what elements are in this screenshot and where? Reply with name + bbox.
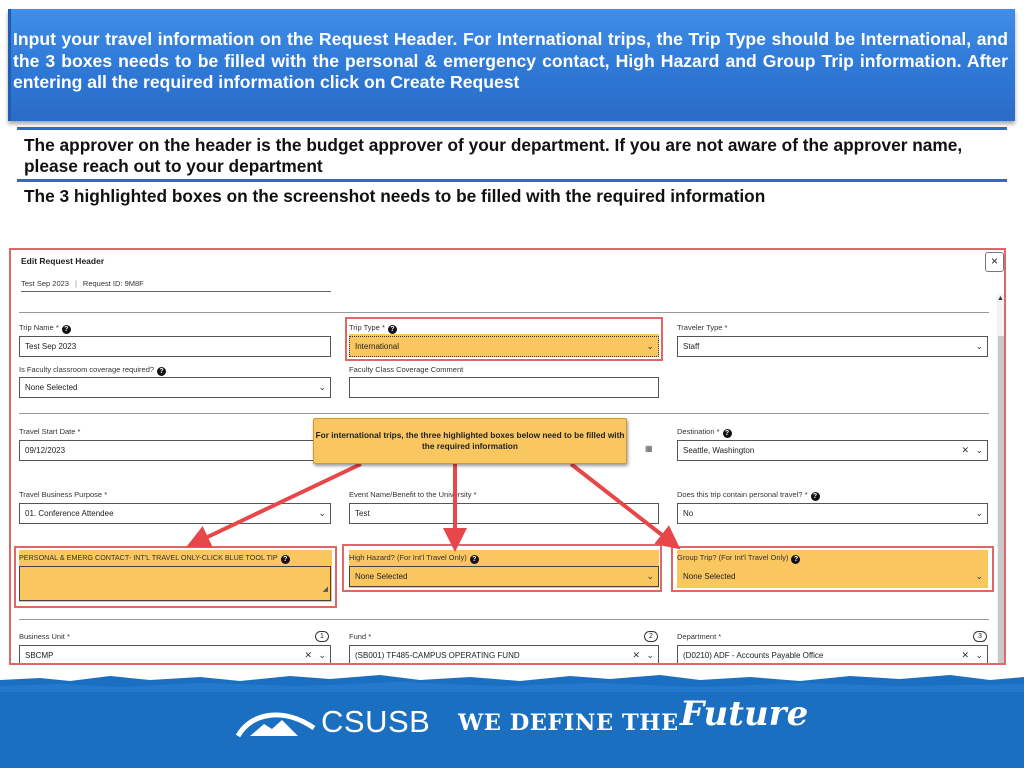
chevron-down-icon: ⌄ (975, 445, 983, 455)
chevron-down-icon: ⌄ (975, 341, 983, 351)
start-date-label: Travel Start Date * (19, 427, 81, 436)
tagline-script-text: Future (680, 694, 809, 734)
clear-x-icon[interactable]: ✕ (632, 650, 640, 660)
help-question-icon[interactable]: ? (791, 555, 800, 564)
chevron-down-icon: ⌄ (975, 508, 983, 518)
csusb-mountain-logo-icon (236, 708, 316, 738)
note-highlighted: The 3 highlighted boxes on the screenshot needs to be filled with the required information (24, 186, 766, 206)
high-hazard-select[interactable]: None Selected ⌄ (349, 566, 659, 587)
traveler-type-label: Traveler Type * (677, 323, 728, 332)
request-header-screenshot (9, 248, 1006, 665)
close-button[interactable]: × (985, 252, 1004, 272)
help-question-icon[interactable]: ? (723, 429, 732, 438)
coverage-comment-label: Faculty Class Coverage Comment (349, 365, 464, 374)
note-approver: The approver on the header is the budget approver of your department. If you are not aware of the approver name, please reach out to your department (24, 135, 963, 176)
trip-type-label: Trip Type * ? (349, 323, 397, 334)
divider-top (17, 127, 1007, 130)
help-question-icon[interactable]: ? (62, 325, 71, 334)
chevron-down-icon: ⌄ (318, 382, 326, 392)
chevron-down-icon: ⌄ (975, 571, 983, 581)
csusb-wordmark: CSUSB (321, 704, 431, 739)
group-trip-label: Group Trip? (For Int'l Travel Only) ? (677, 553, 800, 564)
chevron-down-icon: ⌄ (646, 341, 654, 351)
clear-x-icon[interactable]: ✕ (304, 650, 312, 660)
step-badge-2: 2 (644, 631, 658, 642)
scroll-up-arrow[interactable]: ▲ (997, 295, 1004, 302)
clear-x-icon[interactable]: ✕ (961, 650, 969, 660)
event-name-label: Event Name/Benefit to the University * (349, 490, 477, 499)
business-purpose-select[interactable]: 01. Conference Attendee ⌄ (19, 503, 331, 524)
faculty-coverage-label: Is Faculty classroom coverage required? ? (19, 365, 166, 376)
chevron-down-icon: ⌄ (318, 650, 326, 660)
international-trip-callout: For international trips, the three highlighted boxes below need to be filled with the required information (313, 418, 627, 464)
arrow-to-group-trip (571, 464, 671, 542)
trip-name-input[interactable]: Test Sep 2023 (19, 336, 331, 357)
tagline-text: WE DEFINE THE (458, 710, 679, 736)
trip-type-select[interactable]: International ⌄ (349, 336, 659, 357)
clear-x-icon[interactable]: ✕ (961, 445, 969, 455)
arrow-to-emergency-contact (197, 464, 361, 542)
department-label: Department * (677, 632, 722, 641)
chevron-down-icon: ⌄ (646, 650, 654, 660)
step-badge-3: 3 (973, 631, 987, 642)
destination-select[interactable]: Seattle, Washington ✕ ⌄ (677, 440, 988, 461)
dialog-title: Edit Request Header (21, 256, 105, 266)
help-question-icon[interactable]: ? (157, 367, 166, 376)
high-hazard-label: High Hazard? (For Int'l Travel Only) ? (349, 553, 479, 564)
help-question-icon[interactable]: ? (811, 492, 820, 501)
dialog-subtitle: Test Sep 2023 | Request ID: 9M8F (21, 279, 144, 288)
fund-label: Fund * (349, 632, 372, 641)
business-unit-select[interactable]: SBCMP ✕ ⌄ (19, 645, 331, 665)
divider-middle (17, 179, 1007, 182)
group-trip-select[interactable]: None Selected ⌄ (677, 566, 988, 587)
department-select[interactable]: (D0210) ADF - Accounts Payable Office ✕ ⌄ (677, 645, 988, 665)
chevron-down-icon: ⌄ (975, 650, 983, 660)
fund-select[interactable]: (SB001) TF485-CAMPUS OPERATING FUND ✕ ⌄ (349, 645, 659, 665)
personal-travel-select[interactable]: No ⌄ (677, 503, 988, 524)
step-badge-1: 1 (315, 631, 329, 642)
help-question-icon[interactable]: ? (281, 555, 290, 564)
help-question-icon[interactable]: ? (470, 555, 479, 564)
start-date-input[interactable]: 09/12/2023 (19, 440, 331, 461)
resize-handle-icon[interactable]: ◢ (322, 586, 328, 593)
instruction-banner (8, 9, 1015, 121)
trip-name-label: Trip Name * ? (19, 323, 71, 334)
faculty-coverage-select[interactable]: None Selected ⌄ (19, 377, 331, 398)
destination-label: Destination * ? (677, 427, 732, 438)
business-purpose-label: Travel Business Purpose * (19, 490, 108, 499)
emergency-contact-label: PERSONAL & EMERG CONTACT- INT'L TRAVEL ONLY-CLICK BLUE TOOL TIP ? (19, 553, 290, 564)
calendar-icon[interactable]: ▦ (645, 444, 653, 453)
chevron-down-icon: ⌄ (318, 508, 326, 518)
banner-text: Input your travel information on the Request Header. For International trips, the Trip Type should be International, and the 3 boxes needs to be filled with the personal & emergency contact, High Hazard and Group Trip information. After entering all the required information click on Create Request (13, 29, 1008, 92)
request-name: Test Sep 2023 (21, 279, 69, 288)
chevron-down-icon: ⌄ (646, 571, 654, 581)
personal-travel-label: Does this trip contain personal travel? * ? (677, 490, 820, 501)
request-id: Request ID: 9M8F (82, 279, 144, 288)
event-name-input[interactable]: Test (349, 503, 659, 524)
help-question-icon[interactable]: ? (388, 325, 397, 334)
business-unit-label: Business Unit * (19, 632, 70, 641)
traveler-type-select[interactable]: Staff ⌄ (677, 336, 988, 357)
